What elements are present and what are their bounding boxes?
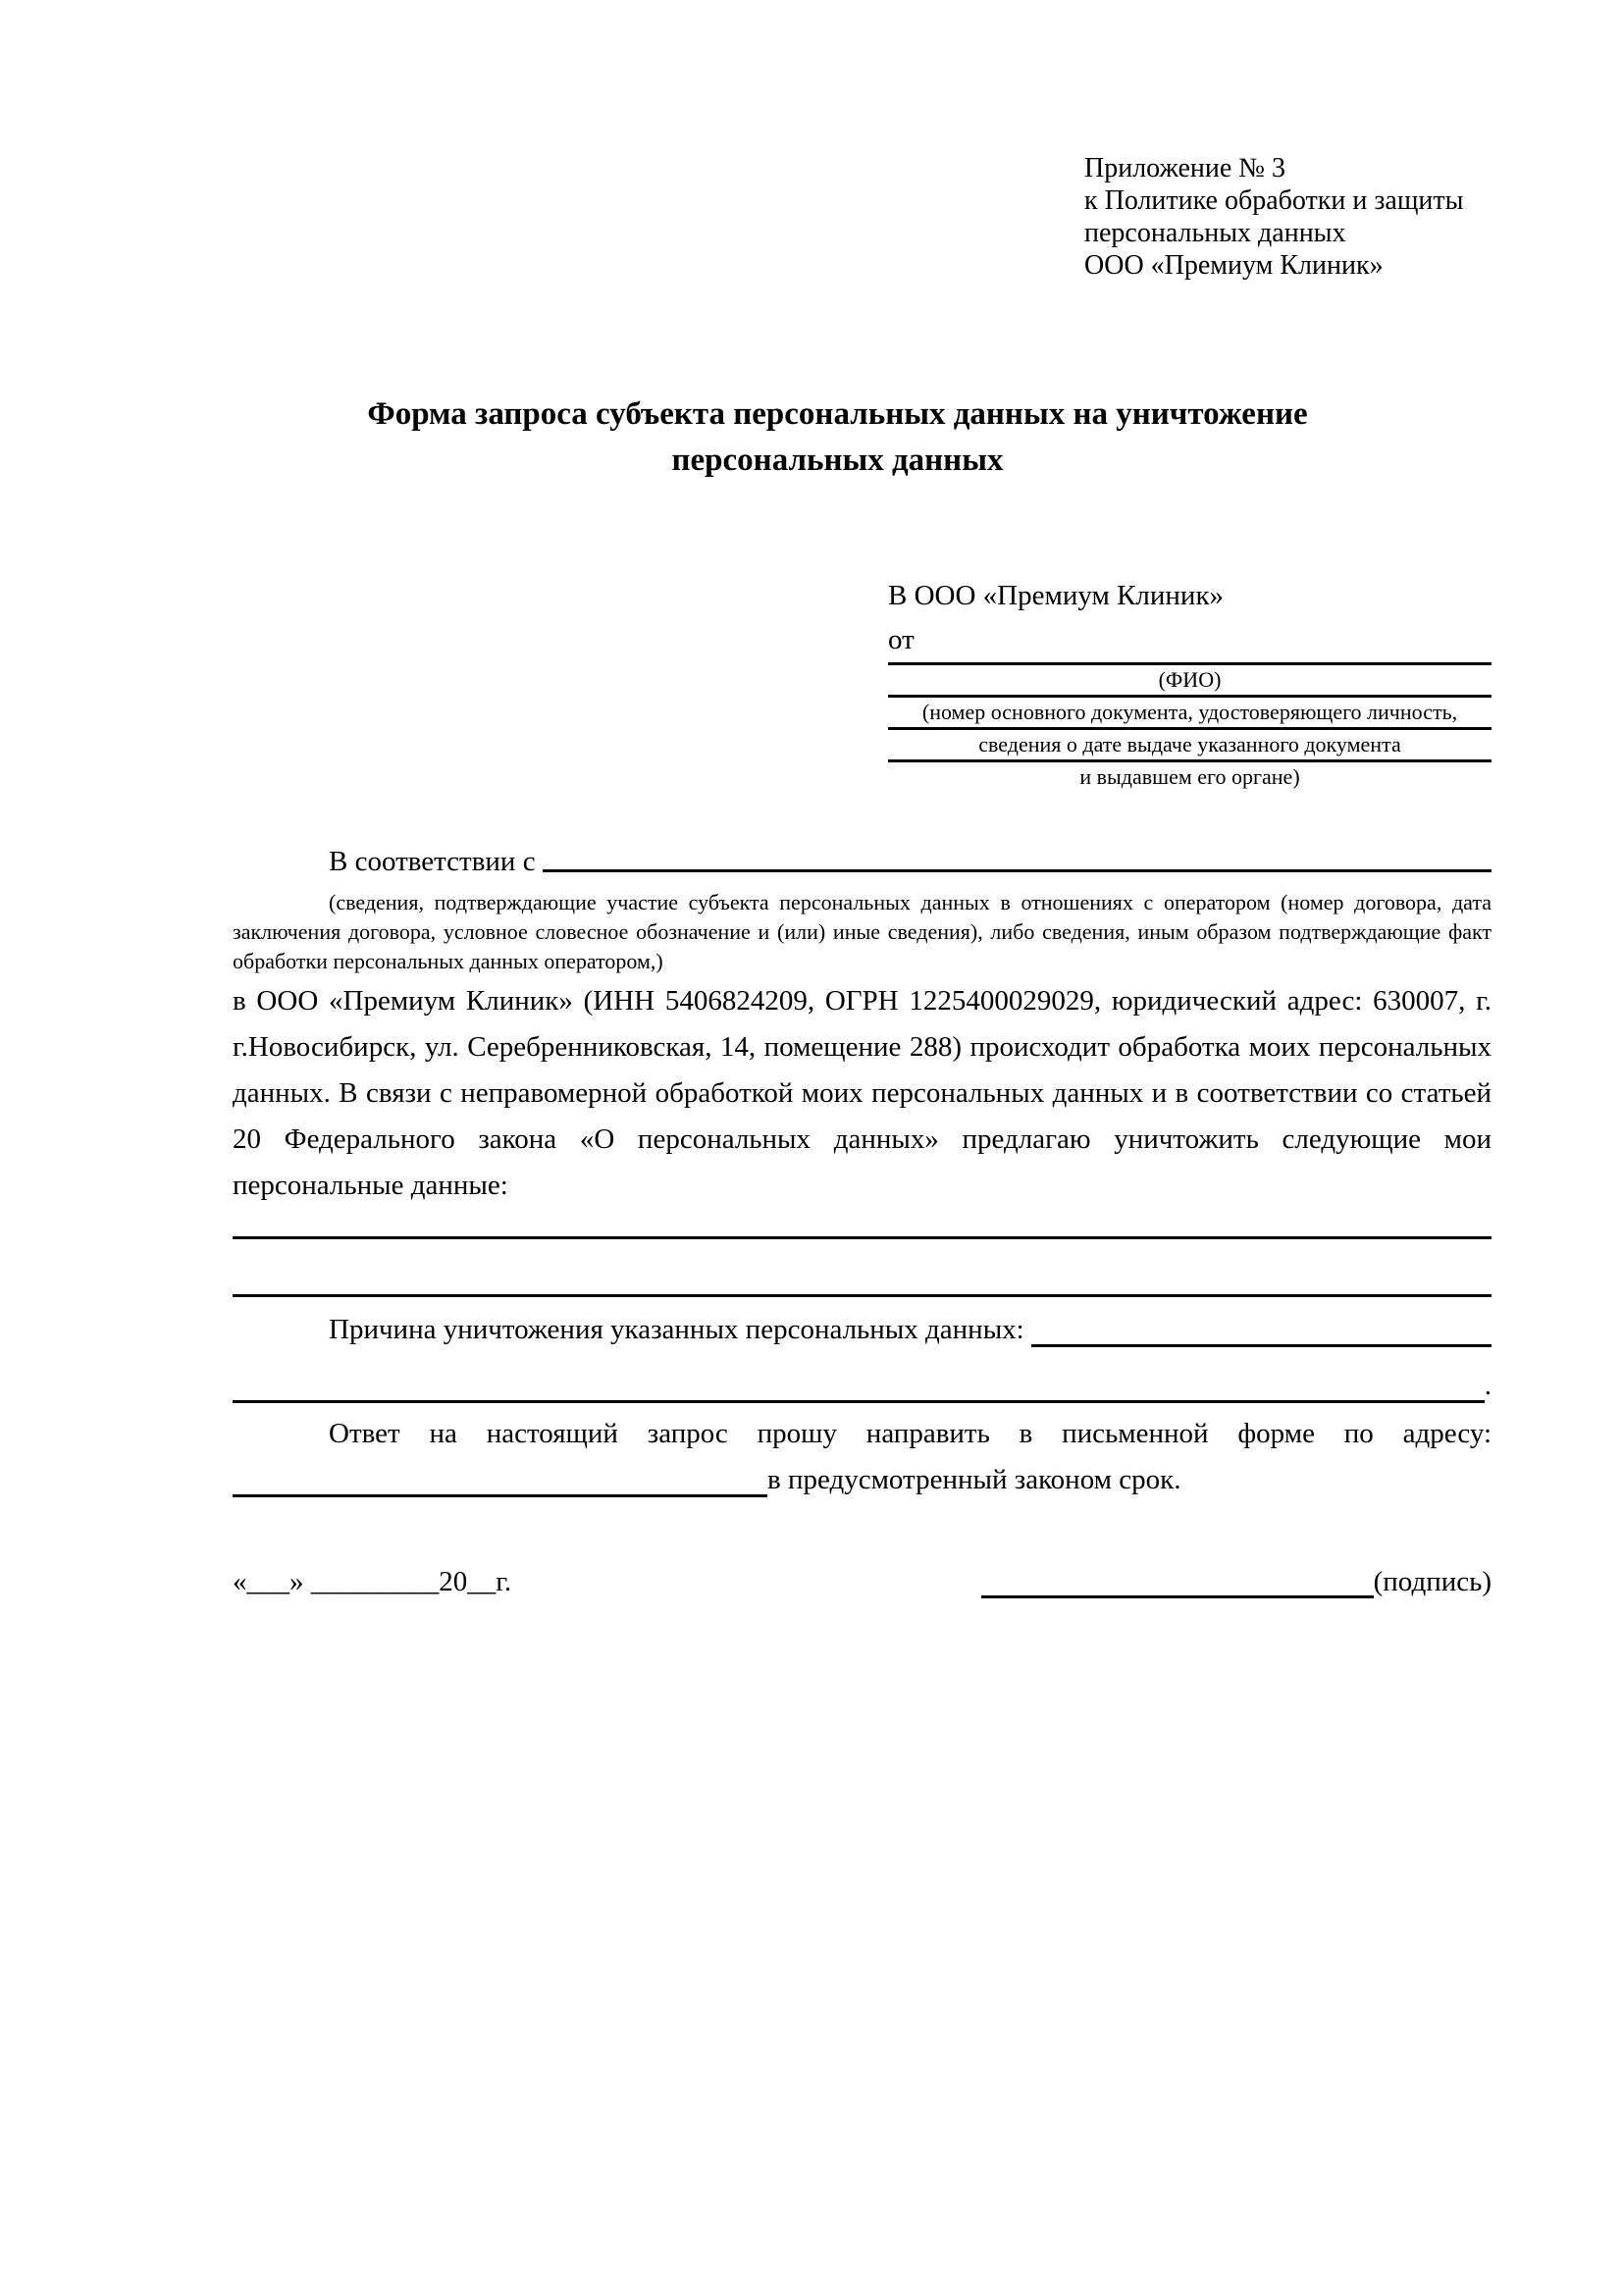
- data-to-destroy-line-1[interactable]: [233, 1236, 1492, 1239]
- appendix-policy-line: к Политике обработки и защиты: [1084, 185, 1464, 216]
- issue-date-caption: сведения о дате выдаче указанного документа: [978, 732, 1401, 757]
- data-to-destroy-line-2[interactable]: [233, 1294, 1492, 1297]
- document-number-field: [888, 695, 1492, 727]
- appendix-header: [1084, 152, 1492, 282]
- appendix-policy-line-2: персональных данных: [1084, 218, 1346, 248]
- issuing-authority-field: [888, 759, 1492, 792]
- document-number-caption: (номер основного документа, удостоверяющего личность,: [921, 700, 1458, 724]
- accordance-note: (сведения, подтверждающие участие субъекта персональных данных в отношениях с оператором (номер договора, дата заключения договора, условное словесное обозначение и (или) иные сведения), либо сведения, иным образом подтверждающие факт обработки персональных данных оператором,): [233, 890, 1492, 973]
- accordance-lead: В соответствии с: [329, 846, 543, 877]
- fio-field: [888, 662, 1492, 695]
- reason-label: Причина уничтожения указанных персональных данных:: [329, 1314, 1031, 1345]
- appendix-company: ООО «Премиум Клиник»: [1084, 250, 1384, 281]
- signature-caption: (подпись): [1373, 1566, 1492, 1597]
- document-title-line-1: Форма запроса субъекта персональных данных на уничтожение: [367, 396, 1308, 432]
- response-tail: в предусмотренный законом срок.: [767, 1464, 1181, 1495]
- addressee-block: [888, 574, 1492, 792]
- issue-date-field: [888, 727, 1492, 759]
- reason-continuation-line[interactable]: [233, 1400, 1485, 1403]
- reason-input-line[interactable]: [1031, 1344, 1492, 1347]
- reason-period: .: [1484, 1370, 1492, 1401]
- fio-caption: (ФИО): [1158, 667, 1222, 692]
- appendix-number: Приложение № 3: [1084, 153, 1285, 183]
- issuing-authority-caption: и выдавшем его органе): [1079, 764, 1300, 789]
- body-paragraph: в ООО «Премиум Клиник» (ИНН 5406824209, ОГРН 1225400029029, юридический адрес: 630007, г. г.Новосибирск, ул. Серебренниковская, 14, помещение 288) происходит обработка моих персональных данных. В связи с неправомерной обработкой моих персональных данных и в соответствии со статьей 20 Федерального закона «О персональных данных» предлагаю уничтожить следующие мои персональные данные:: [233, 985, 1492, 1201]
- document-title-line-2: персональных данных: [671, 443, 1004, 478]
- accordance-input-line[interactable]: [543, 869, 1492, 872]
- addressee-to: В ООО «Премиум Клиник»: [888, 580, 1225, 611]
- reason-continuation-row: [233, 1363, 1492, 1409]
- document-title: [183, 391, 1492, 484]
- address-input-line[interactable]: [233, 1494, 767, 1497]
- signature-area: [981, 1560, 1492, 1604]
- reason-row: [233, 1307, 1492, 1353]
- date-blank[interactable]: «___» _________20__г.: [233, 1566, 512, 1597]
- address-row: [233, 1457, 1492, 1503]
- signature-input-line[interactable]: [981, 1595, 1374, 1598]
- accordance-row: [233, 846, 1492, 878]
- footer-row: [233, 1560, 1492, 1604]
- response-paragraph: Ответ на настоящий запрос прошу направить в письменной форме по адресу:: [329, 1418, 1492, 1449]
- addressee-from: от: [888, 624, 915, 655]
